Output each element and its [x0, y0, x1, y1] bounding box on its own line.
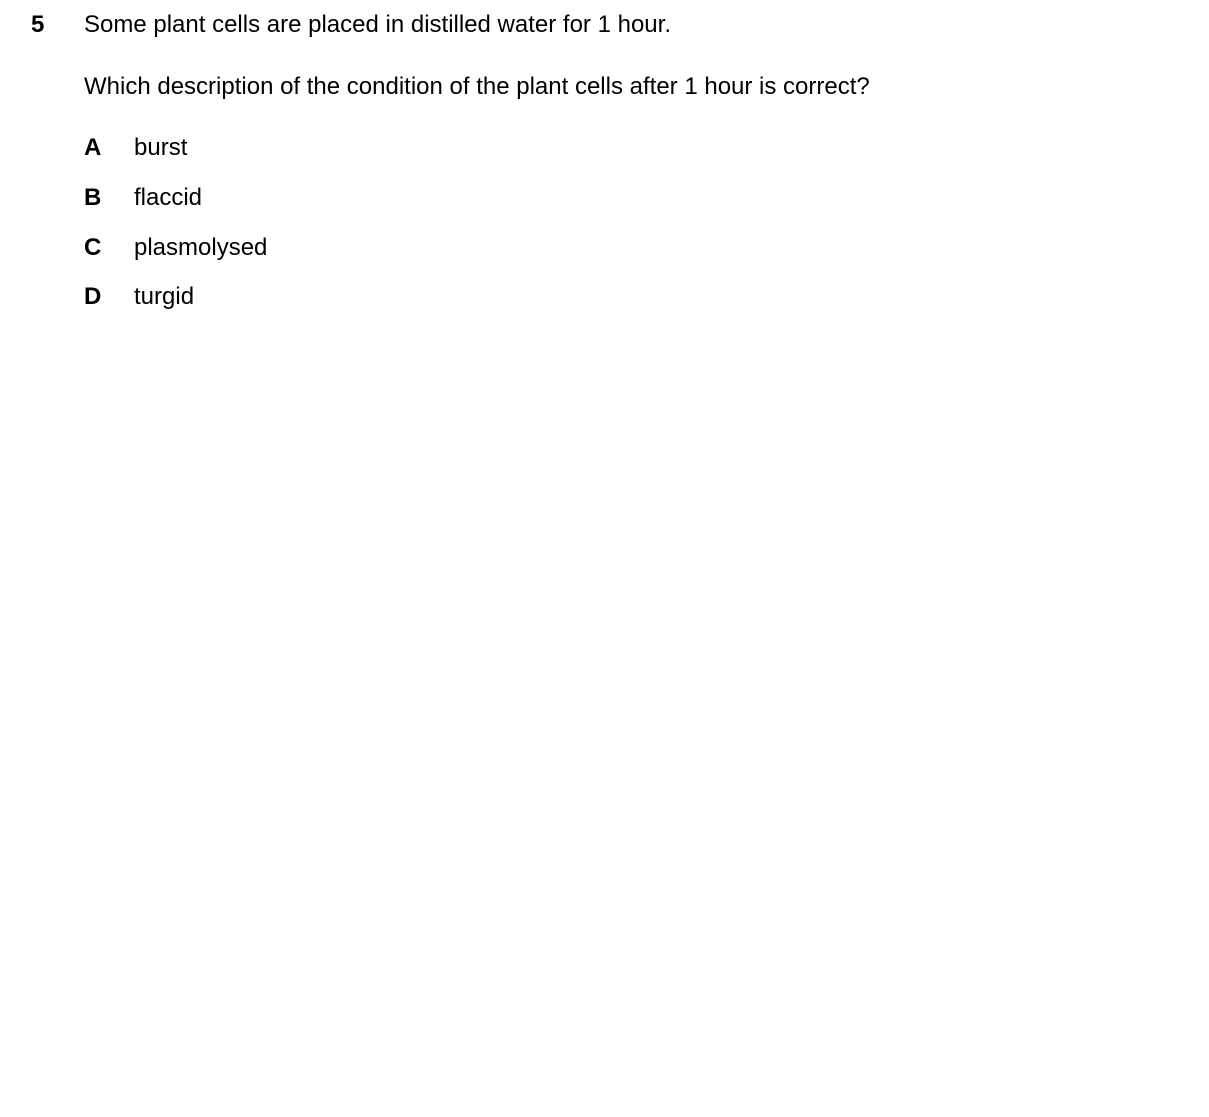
- option-text: turgid: [134, 283, 195, 310]
- option-text: burst: [134, 134, 188, 161]
- option-letter: C: [84, 234, 102, 261]
- question-number: 5: [31, 11, 45, 38]
- option-letter: D: [84, 283, 102, 310]
- question-stem: Some plant cells are placed in distilled water for 1 hour.: [84, 11, 671, 38]
- option-letter: A: [84, 134, 102, 161]
- option-letter: B: [84, 184, 102, 211]
- option-text: plasmolysed: [134, 234, 268, 261]
- question-prompt: Which description of the condition of the plant cells after 1 hour is correct?: [84, 73, 870, 100]
- option-text: flaccid: [134, 184, 203, 211]
